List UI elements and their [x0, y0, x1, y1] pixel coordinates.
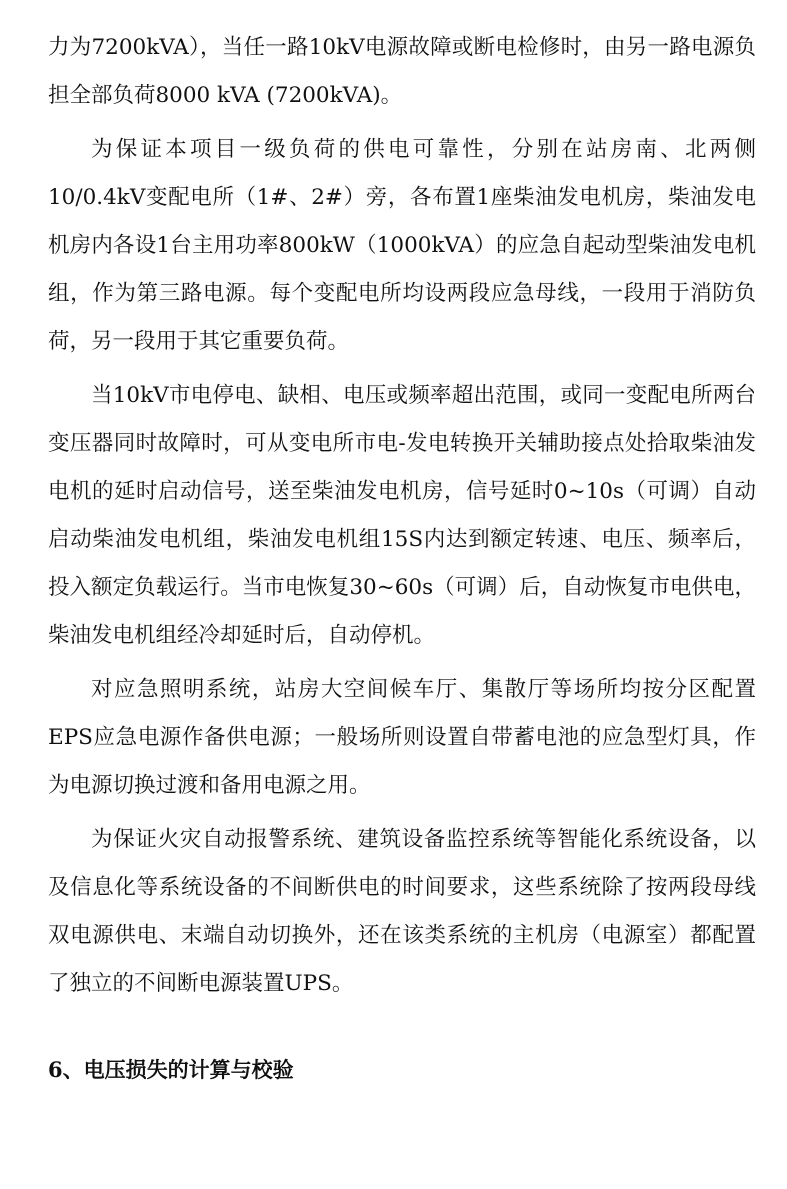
paragraph-diesel-generator: 为保证本项目一级负荷的供电可靠性，分别在站房南、北两侧10/0.4kV变配电所（1#、2#）旁，各布置1座柴油发电机房，柴油发电机房内各设1台主用功率800kW（1000kVA）的应急自起动型柴油发电机组，作为第三路电源。每个变配电所均设两段应急母线，一段用于消防负荷，另一段用于其它重要负荷。 — [48, 137, 756, 354]
section-heading: 6、电压损失的计算与校验 — [48, 1057, 294, 1082]
paragraph-ups: 为保证火灾自动报警系统、建筑设备监控系统等智能化系统设备，以及信息化等系统设备的不间断供电的时间要求，这些系统除了按两段母线双电源供电、末端自动切换外，还在该类系统的主机房（电源室）都配置了独立的不间断电源装置UPS。 — [48, 827, 756, 996]
paragraph-emergency-lighting: 对应急照明系统，站房大空间候车厅、集散厅等场所均按分区配置EPS应急电源作备供电源；一般场所则设置自带蓄电池的应急型灯具，作为电源切换过渡和备用电源之用。 — [48, 677, 756, 798]
paragraph-auto-start: 当10kV市电停电、缺相、电压或频率超出范围，或同一变配电所两台变压器同时故障时，可从变电所市电-发电转换开关辅助接点处拾取柴油发电机的延时启动信号，送至柴油发电机房，信号延时0~10s（可调）自动启动柴油发电机组，柴油发电机组15S内达到额定转速、电压、频率后，投入额定负载运行。当市电恢复30~60s（可调）后，自动恢复市电供电，柴油发电机组经冷却延时后，自动停机。 — [48, 383, 756, 648]
body-text — [48, 24, 756, 1008]
paragraph-continuation: 力为7200kVA），当任一路10kV电源故障或断电检修时，由另一路电源负担全部负荷8000 kVA (7200kVA)。 — [48, 35, 756, 108]
